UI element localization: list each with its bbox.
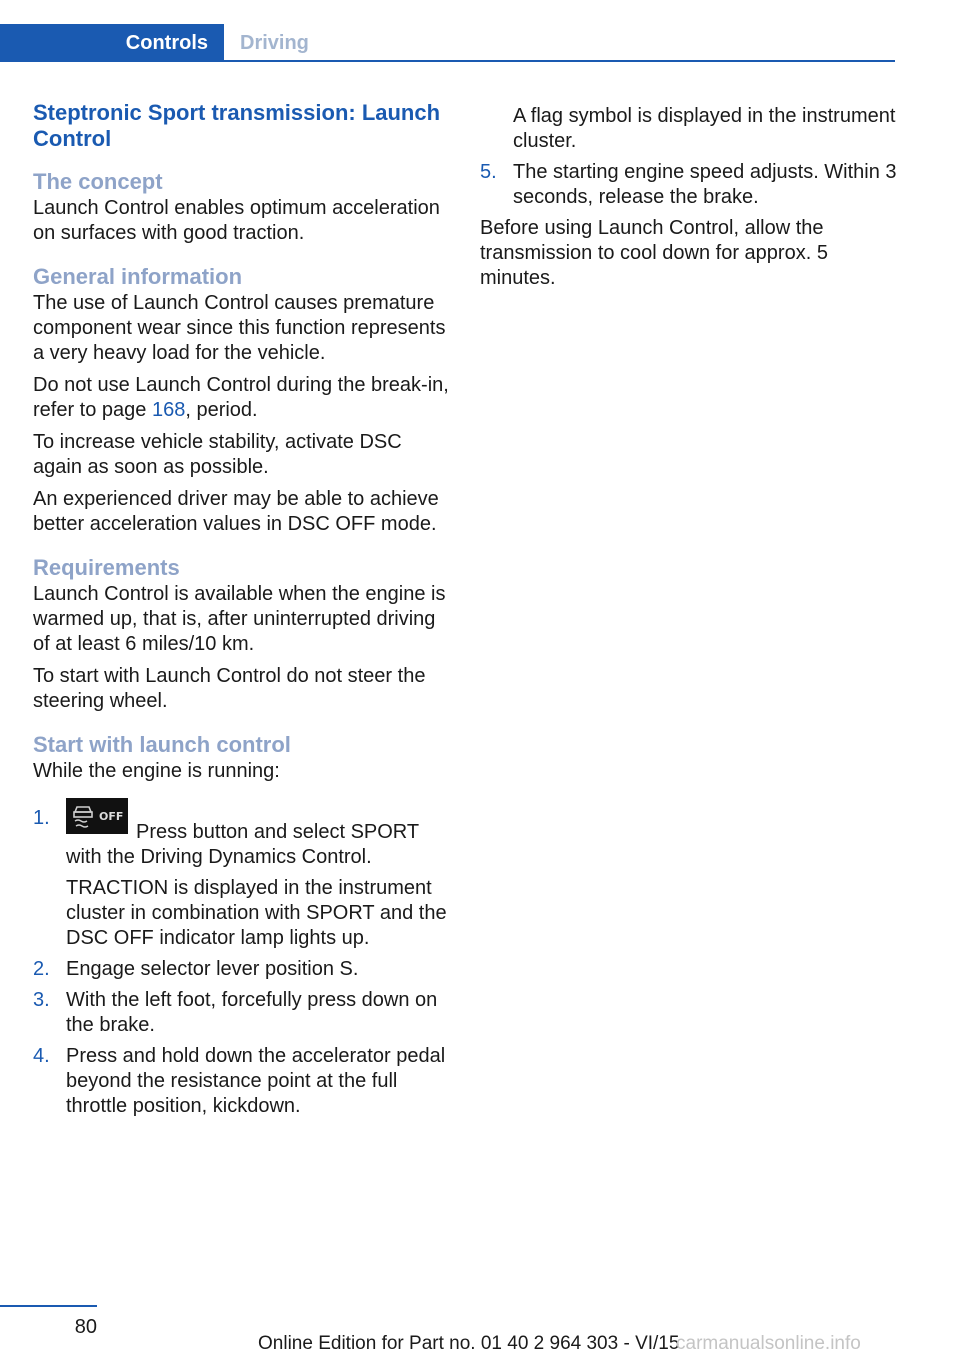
footer-rule (0, 1305, 97, 1307)
concept-heading: The concept (33, 169, 163, 194)
requirements-p1: Launch Control is available when the engine is warmed up, that is, after uninterrupted driving of at least 6 miles/10 km. (33, 583, 446, 655)
continued-steps (480, 160, 900, 210)
header-tabs (0, 24, 895, 62)
step-1-extra: TRACTION is displayed in the instrument cluster in combination with SPORT and the DSC OFF indicator lamp lights up. (66, 877, 447, 949)
step-2-text: Engage selector lever position S. (66, 958, 359, 980)
general-p1: The use of Launch Control causes premature component wear since this function represents a very heavy load for the vehicle. (33, 292, 446, 364)
watermark-text: carmanualsonline.info (676, 1333, 861, 1354)
concept-section (33, 168, 453, 246)
step-number: 5. (480, 161, 497, 183)
start-intro: While the engine is running: (33, 760, 280, 782)
general-p2-after: , period. (185, 399, 258, 421)
step-number: 4. (33, 1045, 50, 1067)
header-rule (0, 60, 895, 62)
requirements-section (33, 554, 453, 714)
dsc-off-button-icon (66, 798, 128, 834)
step-number: 1. (33, 807, 50, 829)
start-section (33, 731, 453, 1119)
right-column (480, 104, 900, 298)
step-5-text: The starting engine speed adjusts. Within 3 seconds, release the brake. (513, 161, 897, 208)
list-item (33, 1044, 453, 1119)
general-heading: General information (33, 264, 243, 289)
general-p2-before: Do not use Launch Control during the break-in, refer to page (33, 374, 449, 421)
step-1-text: Press button and select SPORT with the Driving Dynamics Control. (66, 821, 419, 868)
general-p3: To increase vehicle stability, activate DSC again as soon as possible. (33, 431, 402, 478)
step-4-text: Press and hold down the accelerator pedal beyond the resistance point at the full throttle position, kickdown. (66, 1045, 446, 1117)
step-3-text: With the left foot, forcefully press down on the brake. (66, 989, 438, 1036)
tab-controls[interactable]: Controls (0, 24, 224, 62)
edition-text: Online Edition for Part no. 01 40 2 964 303 - VI/15 (258, 1333, 680, 1354)
list-item (33, 988, 453, 1038)
general-p2 (33, 373, 453, 423)
general-section (33, 263, 453, 537)
requirements-p2: To start with Launch Control do not steer the steering wheel. (33, 665, 426, 712)
svg-text:OFF: OFF (99, 810, 124, 823)
page-number: 80 (74, 1316, 97, 1338)
list-item (480, 160, 900, 210)
start-steps (33, 806, 453, 1119)
list-item (33, 957, 453, 982)
cooldown-note: Before using Launch Control, allow the transmission to cool down for approx. 5 minutes. (480, 217, 828, 289)
general-p4: An experienced driver may be able to achieve better acceleration values in DSC OFF mode. (33, 488, 439, 535)
tab-driving[interactable]: Driving (240, 31, 309, 54)
requirements-heading: Requirements (33, 555, 180, 580)
step-number: 2. (33, 958, 50, 980)
list-item (33, 806, 453, 870)
concept-text: Launch Control enables optimum acceleration on surfaces with good traction. (33, 197, 440, 244)
page-168-link[interactable]: 168 (151, 399, 186, 421)
step-number: 3. (33, 989, 50, 1011)
section-title: Steptronic Sport transmission: Launch Control (33, 100, 441, 151)
step-4-continuation: A flag symbol is displayed in the instrument cluster. (513, 105, 896, 152)
left-column (33, 100, 453, 1125)
start-heading: Start with launch control (33, 732, 291, 757)
